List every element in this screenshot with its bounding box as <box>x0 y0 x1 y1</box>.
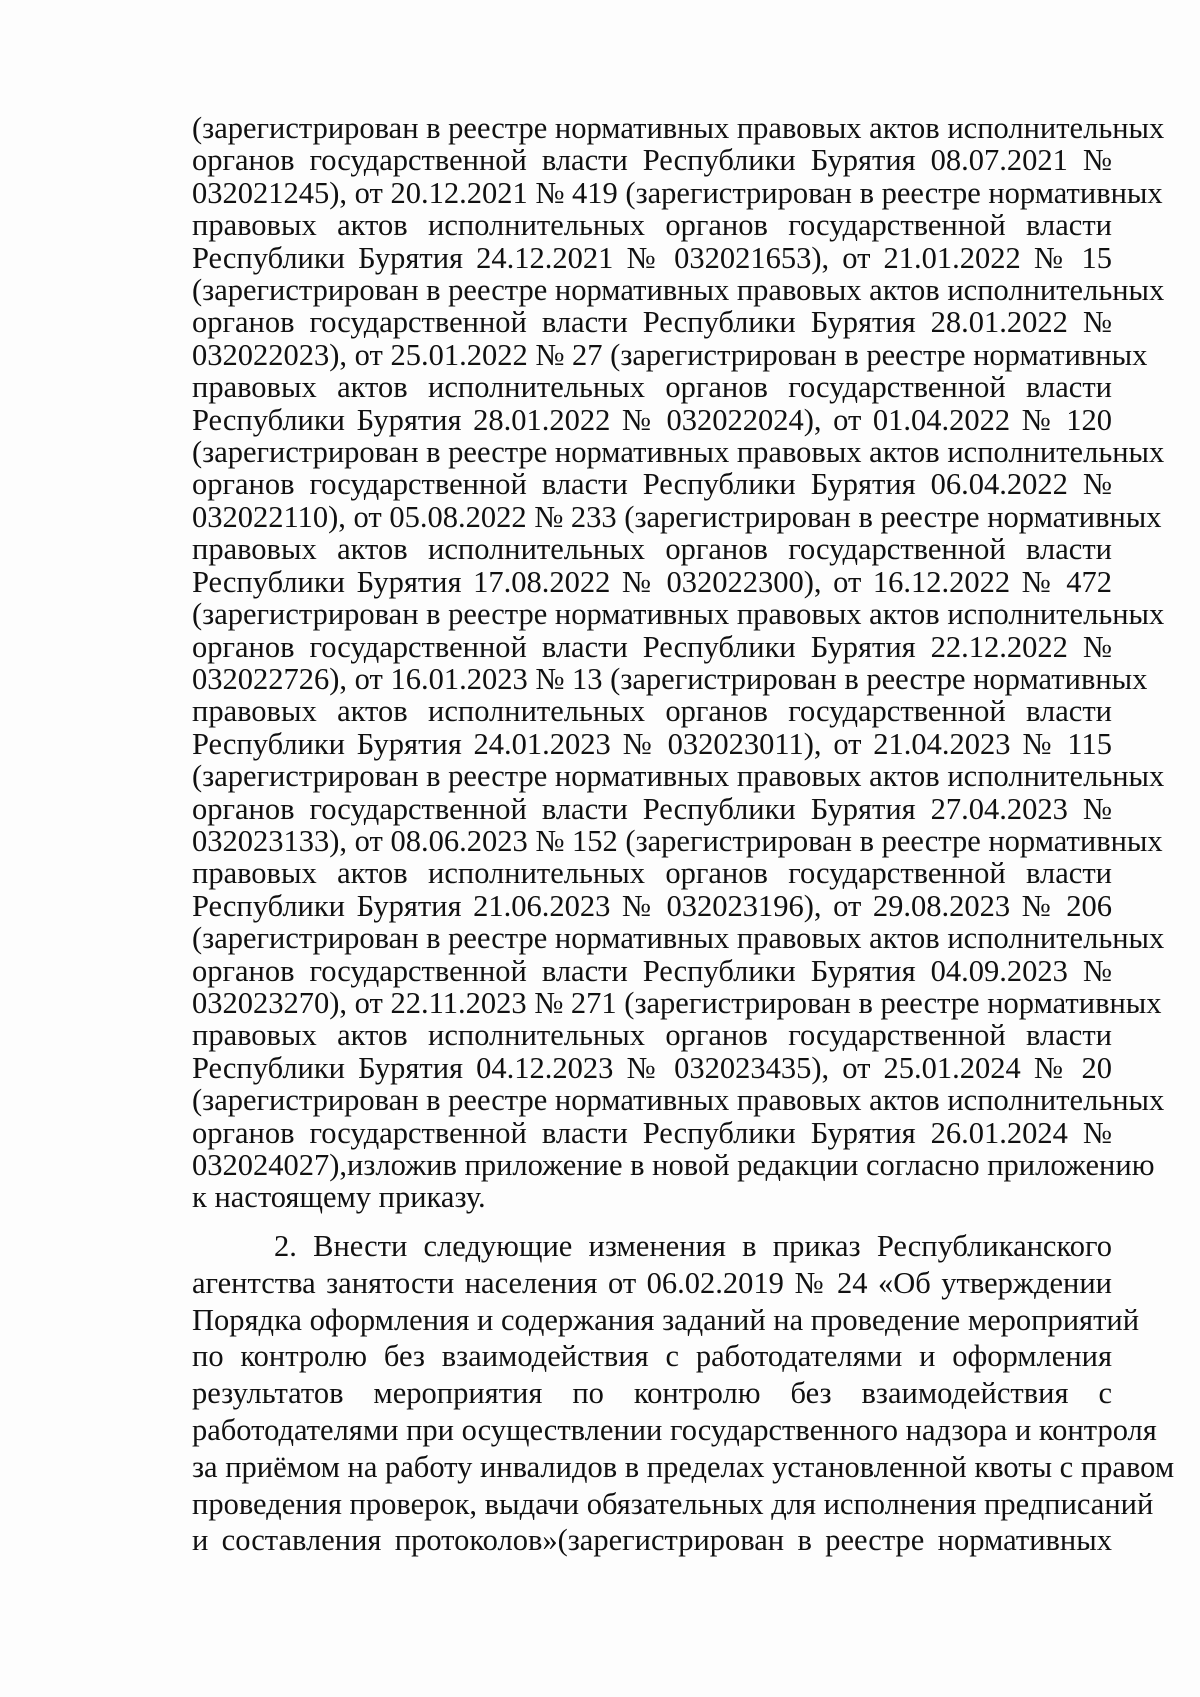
paragraph-item-2 <box>192 1228 1175 1559</box>
text-line: (зарегистрирован в реестре нормативных правовых актов исполнительных <box>192 597 1165 632</box>
text-line: органов государственной власти Республики Бурятия 26.01.2024 № <box>192 1115 1112 1150</box>
text-line: за приёмом на работу инвалидов в пределах установленной квоты с правом <box>192 1449 1175 1484</box>
text-line: (зарегистрирован в реестре нормативных правовых актов исполнительных <box>192 759 1165 794</box>
text-line: Республики Бурятия 21.06.2023 № 032023196), от 29.08.2023 № 206 <box>192 888 1112 923</box>
text-line: (зарегистрирован в реестре нормативных правовых актов исполнительных <box>192 1083 1165 1118</box>
text-line: (зарегистрирован в реестре нормативных правовых актов исполнительных <box>192 435 1165 470</box>
text-line: правовых актов исполнительных органов государственной власти <box>192 694 1112 729</box>
text-line: 032022023), от 25.01.2022 № 27 (зарегистрирован в реестре нормативных <box>192 337 1148 372</box>
text-line: (зарегистрирован в реестре нормативных правовых актов исполнительных <box>192 111 1165 145</box>
text-line: правовых актов исполнительных органов государственной власти <box>192 532 1112 567</box>
text-line: 032024027),изложив приложение в новой редакции согласно приложению <box>192 1148 1155 1182</box>
text-line: Республики Бурятия 04.12.2023 № 032023435), от 25.01.2024 № 20 <box>192 1050 1112 1085</box>
text-line: (зарегистрирован в реестре нормативных правовых актов исполнительных <box>192 273 1165 308</box>
text-line-indented <box>192 1228 1112 1265</box>
text-line: правовых актов исполнительных органов государственной власти <box>192 370 1112 405</box>
text-line: правовых актов исполнительных органов государственной власти <box>192 856 1112 891</box>
paragraph-registration-list <box>192 111 1165 1215</box>
text-line: Порядка оформления и содержания заданий на проведение мероприятий <box>192 1302 1140 1337</box>
text-line: Республики Бурятия 24.12.2021 № 032021653), от 21.01.2022 № 15 <box>192 240 1112 275</box>
text-line: Республики Бурятия 17.08.2022 № 032022300), от 16.12.2022 № 472 <box>192 564 1112 599</box>
text-line: органов государственной власти Республики Бурятия 27.04.2023 № <box>192 791 1112 826</box>
text-line: правовых актов исполнительных органов государственной власти <box>192 208 1112 243</box>
text-line: 032022110), от 05.08.2022 № 233 (зарегистрирован в реестре нормативных <box>192 499 1162 534</box>
text-line: и составления протоколов»(зарегистрирован в реестре нормативных <box>192 1523 1112 1558</box>
text-line: 032023133), от 08.06.2023 № 152 (зарегистрирован в реестре нормативных <box>192 823 1163 858</box>
text-line: органов государственной власти Республики Бурятия 28.01.2022 № <box>192 305 1112 340</box>
text-line: Республики Бурятия 28.01.2022 № 032022024), от 01.04.2022 № 120 <box>192 402 1112 437</box>
text-line: (зарегистрирован в реестре нормативных правовых актов исполнительных <box>192 921 1165 956</box>
text-line: агентства занятости населения от 06.02.2019 № 24 «Об утверждении <box>192 1265 1112 1300</box>
text-line: органов государственной власти Республики Бурятия 06.04.2022 № <box>192 467 1112 502</box>
paragraph-indent <box>192 1228 274 1265</box>
text-line: к настоящему приказу. <box>192 1180 486 1215</box>
text-line: правовых актов исполнительных органов государственной власти <box>192 1018 1112 1053</box>
text-line: органов государственной власти Республики Бурятия 04.09.2023 № <box>192 953 1112 988</box>
text-line: 032023270), от 22.11.2023 № 271 (зарегистрирован в реестре нормативных <box>192 985 1162 1020</box>
text-line: органов государственной власти Республики Бурятия 08.07.2021 № <box>192 143 1112 178</box>
text-line: Республики Бурятия 24.01.2023 № 032023011), от 21.04.2023 № 115 <box>192 726 1112 761</box>
text-line: 032021245), от 20.12.2021 № 419 (зарегистрирован в реестре нормативных <box>192 175 1163 210</box>
text-line: результатов мероприятия по контролю без взаимодействия с <box>192 1376 1112 1411</box>
text-line: 032022726), от 16.01.2023 № 13 (зарегистрирован в реестре нормативных <box>192 661 1148 696</box>
text-line: органов государственной власти Республики Бурятия 22.12.2022 № <box>192 629 1112 664</box>
text-line: по контролю без взаимодействия с работодателями и оформления <box>192 1339 1112 1374</box>
text-line: работодателями при осуществлении государственного надзора и контроля <box>192 1412 1157 1447</box>
text-line: проведения проверок, выдачи обязательных для исполнения предписаний <box>192 1486 1154 1521</box>
text-line: 2. Внести следующие изменения в приказ Республиканского <box>274 1229 1112 1263</box>
